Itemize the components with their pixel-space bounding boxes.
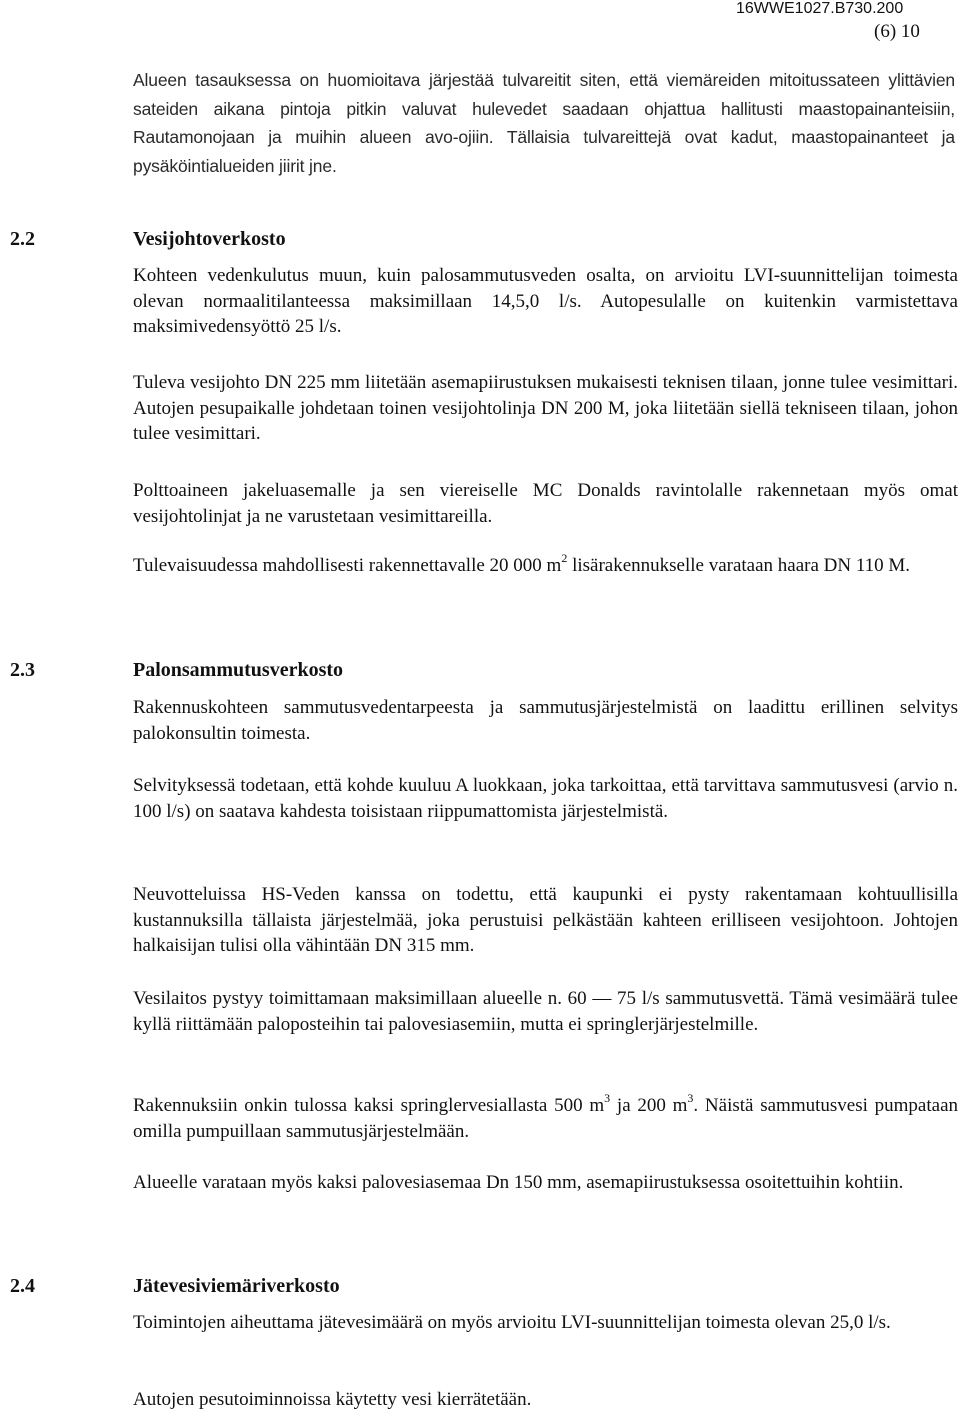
paragraph: Rakennuskohteen sammutusvedentarpeesta ja sammutusjärjestelmistä on laadittu erillinen selvitys palokonsultin toimesta. — [133, 697, 958, 744]
paragraph: Vesilaitos pystyy toimittamaan maksimillaan alueelle n. 60 — 75 l/s sammutusvettä. Tämä vesimäärä tulee kyllä riittämään paloposteihin tai palovesiasemiin, mutta ei springlerjärjestelmille. — [133, 988, 958, 1035]
paragraph: Tuleva vesijohto DN 225 mm liitetään asemapiirustuksen mukaisesti teknisen tilaan, jonne tulee vesimittari. Autojen pesupaikalle johdetaan toinen vesijohtolinja DN 200 M, joka liitetään siellä tekniseen tilaan, johon tulee vesimittari. — [133, 372, 958, 444]
text-run: ja 200 m — [610, 1095, 688, 1116]
section-heading: Vesijohtoverkosto — [133, 228, 286, 250]
section-number: 2.3 — [10, 659, 35, 681]
section-heading: Jätevesiviemäriverkosto — [133, 1275, 340, 1297]
text-run: Rakennuksiin onkin tulossa kaksi springlervesiallasta 500 m — [133, 1095, 605, 1116]
paragraph: Alueelle varataan myös kaksi palovesiasemaa Dn 150 mm, asemapiirustuksessa osoitettuihin kohtiin. — [133, 1172, 904, 1193]
paragraph — [133, 550, 958, 579]
page-number: (6) 10 — [874, 21, 920, 42]
section-number: 2.4 — [10, 1275, 35, 1297]
paragraph: Autojen pesutoiminnoissa käytetty vesi kierrätetään. — [133, 1389, 532, 1410]
section-heading: Palonsammutusverkosto — [133, 659, 344, 681]
paragraph: Selvityksessä todetaan, että kohde kuuluu A luokkaan, joka tarkoittaa, että tarvittava sammutusvesi (arvio n. 100 l/s) on saatava kahdesta toisistaan riippumattomista järjestelmistä. — [133, 775, 958, 822]
superscript: 3 — [687, 1090, 694, 1105]
paragraph: Neuvotteluissa HS-Veden kanssa on todettu, että kaupunki ei pysty rakentamaan kohtuullisilla kustannuksilla tällaista järjestelmää, joka perustuisi pelkästään kahteen erilliseen vesijohtoon. Johtojen halkaisijan tulisi olla vähintään DN 315 mm. — [133, 884, 958, 956]
text-run: . Näistä sammutusvesi pumpataan omilla pumpuillaan sammutusjärjestelmään. — [133, 1095, 959, 1142]
document-id: 16WWE1027.B730.200 — [736, 0, 904, 17]
paragraph — [133, 1090, 959, 1144]
text-run: lisärakennukselle varataan haara DN 110 M. — [567, 555, 911, 576]
superscript: 3 — [604, 1090, 611, 1105]
paragraph: Kohteen vedenkulutus muun, kuin palosammutusveden osalta, on arvioitu LVI-suunnittelijan toimesta olevan normaalitilanteessa maksimillaan 14,5,0 l/s. Autopesulalle on kuitenkin varmistettava maksimivedensyöttö 25 l/s. — [133, 265, 958, 337]
paragraph: Polttoaineen jakeluasemalle ja sen viereiselle MC Donalds ravintolalle rakennetaan myös omat vesijohtolinjat ja ne varustetaan vesimittareilla. — [133, 480, 958, 527]
section-number: 2.2 — [10, 228, 35, 250]
intro-paragraph: Alueen tasauksessa on huomioitava järjestää tulvareitit siten, että viemäreiden mitoitussateen ylittävien sateiden aikana pintoja pitkin valuvat hulevedet saadaan ohjattua hallitusti maastopainanteisiin, Rautamonojaan ja muihin alueen avo-ojiin. Tällaisia tulvareittejä ovat kadut, maastopainanteet ja pysäköintialueiden jiirit jne. — [133, 70, 955, 176]
paragraph: Toimintojen aiheuttama jätevesimäärä on myös arvioitu LVI-suunnittelijan toimesta olevan 25,0 l/s. — [133, 1312, 891, 1333]
superscript: 2 — [561, 550, 568, 565]
text-run: Tulevaisuudessa mahdollisesti rakennettavalle 20 000 m — [133, 555, 562, 576]
